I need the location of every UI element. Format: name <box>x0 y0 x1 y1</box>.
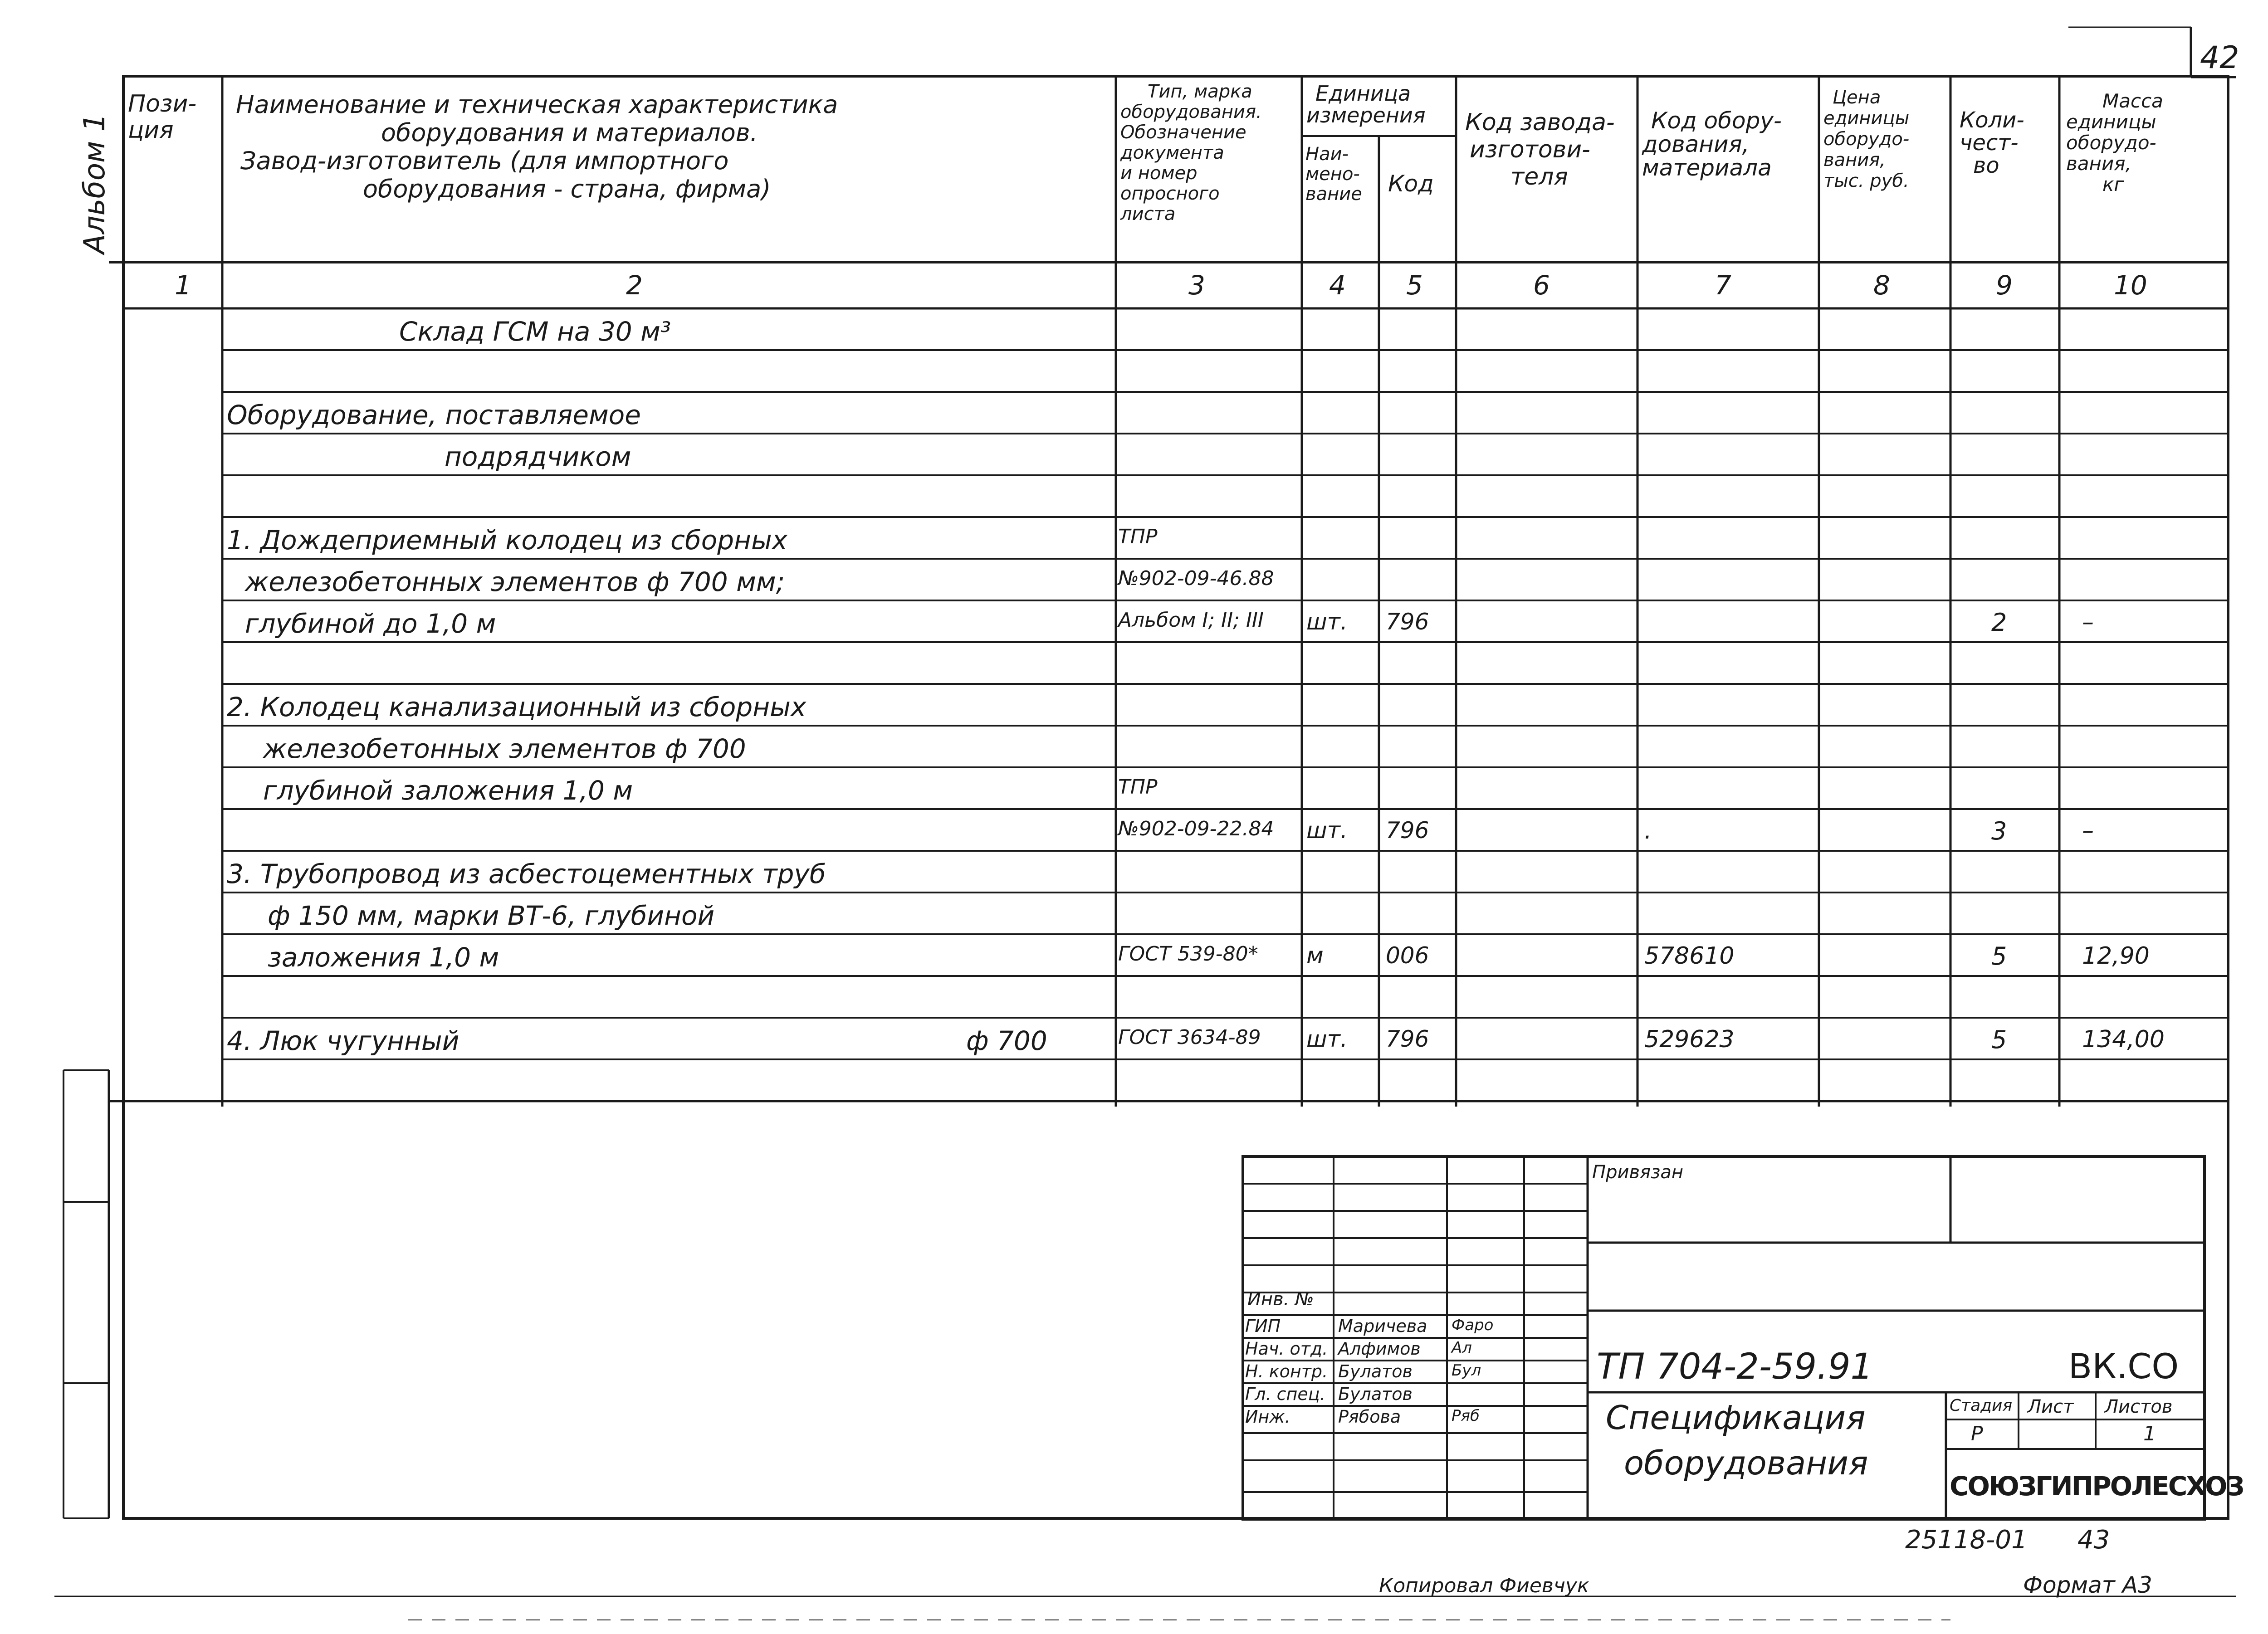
signer-3-role: Н. контр. <box>1245 1361 1328 1381</box>
signer-3-name: Булатов <box>1338 1361 1413 1381</box>
row-6-type: ТПР <box>1118 525 1158 548</box>
row-1-name: Склад ГСМ на 30 м³ <box>399 316 671 347</box>
signer-2-sign: Ал <box>1452 1339 1472 1357</box>
stamp-row-lines <box>1243 1184 1588 1492</box>
col-number-3: 3 <box>1188 270 1205 301</box>
header-material-code: Код обору- дования, материала <box>1642 107 1782 181</box>
col-number-7: 7 <box>1715 270 1731 301</box>
row-7-name: железобетонных элементов ф 700 мм; <box>245 566 785 597</box>
signer-1-role: ГИП <box>1245 1316 1281 1336</box>
col-number-4: 4 <box>1329 270 1346 301</box>
stage-value: Р <box>1971 1422 1983 1445</box>
row-10-name: 2. Колодец канализационный из сборных <box>227 692 807 722</box>
signer-2-name: Алфимов <box>1338 1339 1421 1359</box>
signer-5-sign: Ряб <box>1452 1407 1480 1425</box>
sheets-label: Листов <box>2105 1396 2173 1417</box>
signer-5-name: Рябова <box>1338 1407 1401 1427</box>
row-11-name: железобетонных элементов ф 700 <box>263 733 746 764</box>
header-factory-code: Код завода- изготови- теля <box>1465 109 1615 190</box>
row-18-name: 4. Люк чугунный <box>227 1025 459 1056</box>
doc-title-line2: оборудования <box>1624 1444 1868 1482</box>
signer-5-role: Инж. <box>1245 1407 1290 1427</box>
row-8-qty: 2 <box>1991 608 2007 637</box>
privyazan-label: Привязан <box>1592 1162 1684 1183</box>
signer-1-sign: Фаро <box>1452 1316 1494 1334</box>
row-15-name: ф 150 мм, марки ВТ-6, глубиной <box>268 900 715 931</box>
row-8-mass: – <box>2082 609 2094 636</box>
header-unit-group: Единица измерения <box>1306 81 1426 127</box>
copied-by: Копировал Фиевчук <box>1379 1574 1589 1597</box>
col-number-6: 6 <box>1533 270 1550 301</box>
row-16-type: ГОСТ 539-80* <box>1118 942 1258 966</box>
col-number-9: 9 <box>1996 270 2013 301</box>
row-lines <box>109 350 2228 1101</box>
col-number-1: 1 <box>175 270 191 301</box>
inventory-label: Инв. № <box>1247 1289 1314 1310</box>
row-13-qty: 3 <box>1991 817 2007 845</box>
row-6-name: 1. Дождеприемный колодец из сборных <box>227 525 788 556</box>
row-8-name: глубиной до 1,0 м <box>245 608 496 639</box>
row-12-name: глубиной заложения 1,0 м <box>263 775 633 806</box>
organization: СОЮЗГИПРОЛЕСХОЗ <box>1950 1471 2244 1502</box>
row-4-name: подрядчиком <box>445 441 631 472</box>
archive-page: 43 <box>2077 1525 2110 1555</box>
col-number-2: 2 <box>626 270 643 301</box>
row-7-type: №902-09-46.88 <box>1118 567 1274 590</box>
row-16-unit: м <box>1306 942 1324 969</box>
signer-2-role: Нач. отд. <box>1245 1339 1328 1359</box>
sheet-label: Лист <box>2028 1396 2074 1417</box>
col-number-8: 8 <box>1873 270 1890 301</box>
row-3-name: Оборудование, поставляемое <box>227 400 641 430</box>
row-8-unit: шт. <box>1306 609 1348 635</box>
row-18-mass: 134,00 <box>2082 1026 2165 1053</box>
row-16-qty: 5 <box>1991 942 2007 971</box>
row-16-mass: 12,90 <box>2082 942 2150 970</box>
header-type: Тип, марка оборудования. Обозначение документа и номер опросного листа <box>1120 81 1262 224</box>
paper-format: Формат А3 <box>2023 1572 2152 1598</box>
row-16-code: 006 <box>1386 942 1429 969</box>
row-13-unit: шт. <box>1306 817 1348 844</box>
header-unit-code: Код <box>1388 171 1434 197</box>
row-13-type: №902-09-22.84 <box>1118 817 1274 840</box>
row-18-name-right: ф 700 <box>966 1025 1047 1056</box>
header-name: Наименование и техническая характеристика оборудования и материалов. Завод-изготовитель (для импортного оборудования - страна, фирма) <box>236 90 838 203</box>
stage-label: Стадия <box>1950 1396 2013 1415</box>
signer-1-name: Маричева <box>1338 1316 1427 1336</box>
row-16-name: заложения 1,0 м <box>268 942 499 973</box>
signer-4-role: Гл. спец. <box>1245 1384 1325 1404</box>
sheets-value: 1 <box>2143 1422 2156 1445</box>
archive-number: 25118-01 <box>1905 1525 2028 1555</box>
row-13-mat-code: . <box>1644 817 1652 844</box>
row-12-type: ТПР <box>1118 776 1158 799</box>
header-position: Пози- ция <box>128 90 197 144</box>
header-mass: Масса единицы оборудо- вания, кг <box>2066 90 2163 195</box>
header-unit-name: Наи- мено- вание <box>1305 144 1362 205</box>
row-18-qty: 5 <box>1991 1025 2007 1054</box>
row-8-code: 796 <box>1386 609 1429 635</box>
signer-3-sign: Бул <box>1452 1361 1481 1380</box>
header-price: Цена единицы оборудо- вания, тыс. руб. <box>1823 87 1910 191</box>
page-number-box <box>2068 27 2239 77</box>
doc-code: ВК.СО <box>2068 1346 2179 1386</box>
row-13-mass: – <box>2082 817 2094 844</box>
doc-number: ТП 704-2-59.91 <box>1597 1346 1873 1387</box>
doc-title-line1: Спецификация <box>1606 1399 1866 1437</box>
row-16-mat-code: 578610 <box>1644 942 1735 970</box>
col-number-10: 10 <box>2114 270 2147 301</box>
row-18-code: 796 <box>1386 1026 1429 1052</box>
page-number: 42 <box>2200 40 2239 76</box>
row-18-unit: шт. <box>1306 1026 1348 1052</box>
row-14-name: 3. Трубопровод из асбестоцементных труб <box>227 858 826 889</box>
header-quantity: Коли- чест- во <box>1960 107 2024 178</box>
album-label: Альбом 1 <box>78 113 112 254</box>
col-number-5: 5 <box>1406 270 1423 301</box>
row-18-mat-code: 529623 <box>1644 1026 1735 1053</box>
row-13-code: 796 <box>1386 817 1429 844</box>
row-8-type: Альбом I; II; III <box>1118 609 1264 632</box>
row-18-type: ГОСТ 3634-89 <box>1118 1026 1261 1049</box>
signer-4-name: Булатов <box>1338 1384 1413 1404</box>
